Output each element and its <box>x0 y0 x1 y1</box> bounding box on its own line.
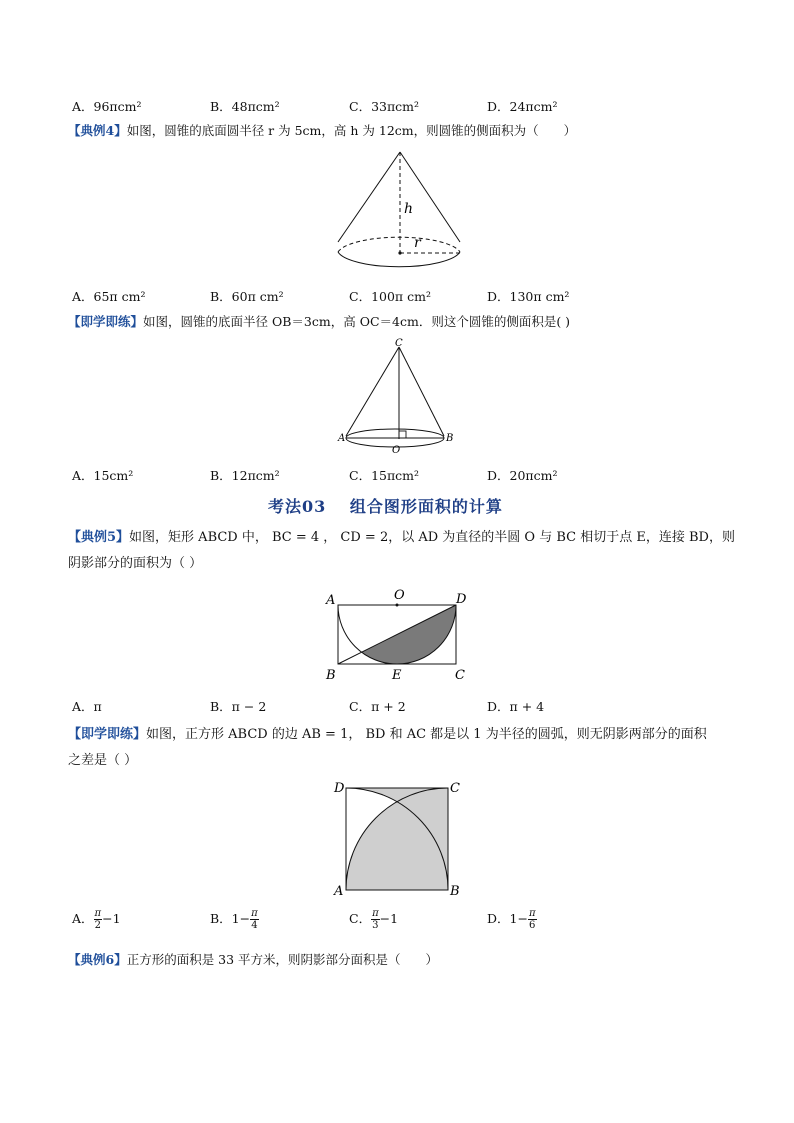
practice-1-question <box>68 313 570 331</box>
label-d: D <box>456 592 467 607</box>
example-tag: 【典例5】 <box>68 530 130 545</box>
cone-figure-2 <box>330 335 470 457</box>
option-a: A．65π cm² <box>72 289 146 304</box>
example-5-question <box>68 527 735 575</box>
label-o: O <box>392 445 401 456</box>
option-c: C．100π cm² <box>349 289 431 304</box>
practice-2-question <box>68 724 728 772</box>
label-o: O <box>394 588 405 603</box>
option-d: D．24πcm² <box>487 99 558 114</box>
label-a: A <box>338 433 346 444</box>
option-b: B．48πcm² <box>210 99 280 114</box>
square-arcs-figure <box>330 778 470 898</box>
label-b: B <box>446 433 454 444</box>
option-b: B．π − 2 <box>210 699 267 714</box>
question-text: 如图，圆锥的底面圆半径 r 为 5cm，高 h 为 12cm，则圆锥的侧面积为（ ） <box>126 123 577 138</box>
option-b: B．1− $\frac{\pi}{4}$ <box>210 908 258 931</box>
option-c: C．π + 2 <box>349 699 406 714</box>
option-b: B．12πcm² <box>210 468 280 483</box>
option-d: D．π + 4 <box>487 699 545 714</box>
section-heading: 考法03 组合图形面积的计算 <box>268 497 503 516</box>
practice-tag: 【即学即练】 <box>68 314 144 329</box>
label-b: B <box>450 884 460 898</box>
label-b: B <box>326 668 336 683</box>
label-r: r <box>414 235 421 251</box>
label-c: C <box>395 338 403 349</box>
question-line-2: 之差是（ ） <box>68 753 138 768</box>
option-a: A．π <box>72 699 102 714</box>
label-e: E <box>392 668 402 683</box>
option-c: C．15πcm² <box>349 468 420 483</box>
label-c: C <box>450 781 460 796</box>
option-a: A．96πcm² <box>72 99 142 114</box>
option-d: D．130π cm² <box>487 289 570 304</box>
label-a: A <box>326 593 336 608</box>
option-b: B．60π cm² <box>210 289 284 304</box>
cone-figure-1 <box>330 146 470 272</box>
option-a: A． $\frac{\pi}{2}$ −1 <box>72 908 121 931</box>
practice-tag: 【即学即练】 <box>68 727 147 742</box>
question-text: 如图，圆锥的底面半径 OB＝3cm，高 OC＝4cm．则这个圆锥的侧面积是( ) <box>143 314 571 329</box>
question-line-1: 如图，矩形 ABCD 中， BC = 4 ， CD = 2，以 AD 为直径的半圆 O 与 BC 相切于点 E，连接 BD，则 <box>129 530 735 545</box>
example-tag: 【典例6】 <box>68 952 127 967</box>
label-h: h <box>404 201 414 217</box>
question-text: 正方形的面积是 33 平方米，则阴影部分面积是（ ） <box>126 952 439 967</box>
label-c: C <box>455 668 465 683</box>
question-line-1: 如图，正方形 ABCD 的边 AB = 1， BD 和 AC 都是以 1 为半径的圆弧，则无阴影两部分的面积 <box>146 727 707 742</box>
option-c: C．33πcm² <box>349 99 420 114</box>
example-4-question <box>68 122 576 140</box>
option-d: D．20πcm² <box>487 468 558 483</box>
example-tag: 【典例4】 <box>68 123 127 138</box>
question-line-2: 阴影部分的面积为（ ） <box>68 556 203 571</box>
label-a: A <box>334 884 344 898</box>
option-a: A．15cm² <box>72 468 134 483</box>
example-6-question <box>68 951 438 969</box>
option-c: C． $\frac{\pi}{3}$ −1 <box>349 908 399 931</box>
rectangle-semicircle-figure <box>318 586 478 686</box>
label-d: D <box>334 781 345 796</box>
option-d: D．1− $\frac{\pi}{6}$ <box>487 908 536 931</box>
